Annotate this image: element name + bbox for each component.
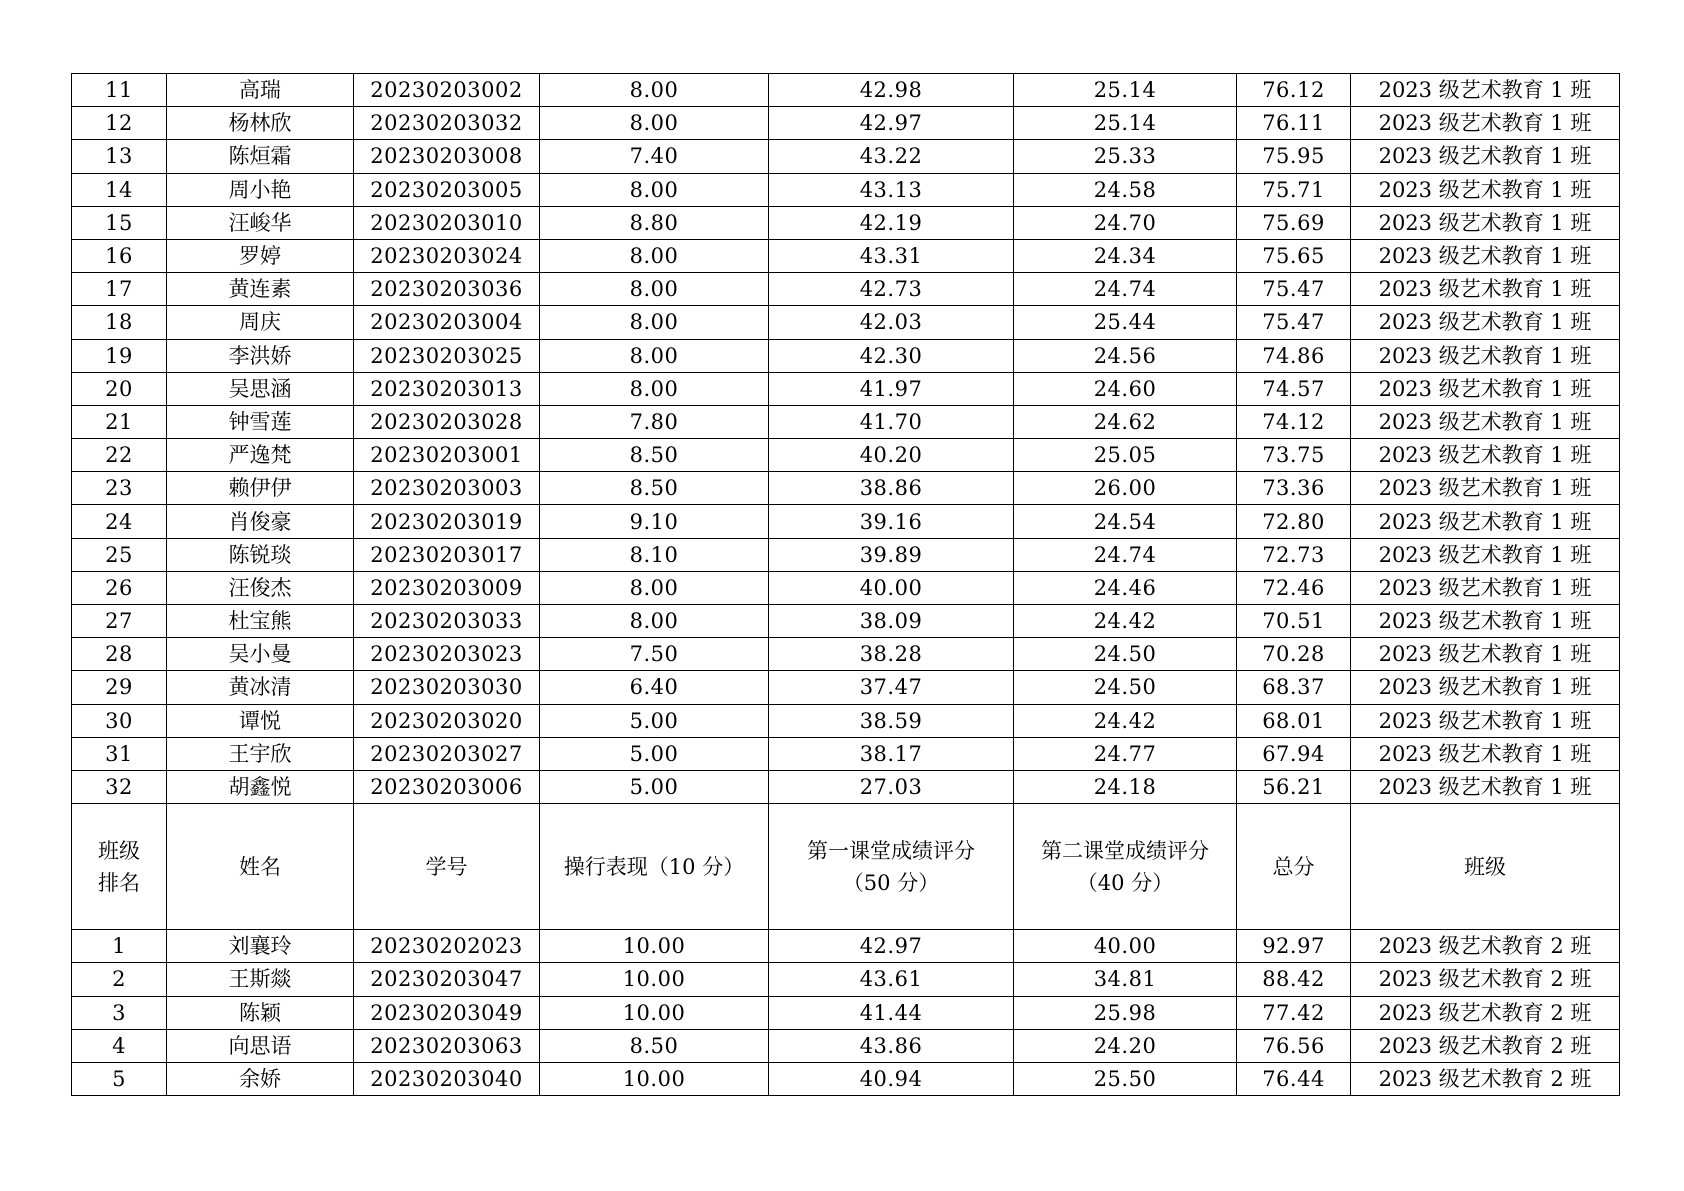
rank-cell: 15 bbox=[72, 206, 167, 239]
student-id-cell: 20230203040 bbox=[354, 1062, 540, 1095]
table-row bbox=[72, 405, 1620, 438]
class-cell: 2023 级艺术教育 1 班 bbox=[1351, 671, 1620, 704]
first-class-cell: 27.03 bbox=[769, 770, 1014, 803]
conduct-cell: 7.50 bbox=[540, 638, 769, 671]
name-cell: 赖伊伊 bbox=[167, 472, 354, 505]
student-id-cell: 20230203002 bbox=[354, 74, 540, 107]
name-cell: 杨林欣 bbox=[167, 107, 354, 140]
conduct-cell: 8.10 bbox=[540, 538, 769, 571]
second-class-cell: 25.14 bbox=[1014, 107, 1237, 140]
class-cell: 2023 级艺术教育 1 班 bbox=[1351, 273, 1620, 306]
second-class-cell: 25.50 bbox=[1014, 1062, 1237, 1095]
total-cell: 76.12 bbox=[1237, 74, 1351, 107]
name-cell: 肖俊豪 bbox=[167, 505, 354, 538]
rank-cell: 22 bbox=[72, 439, 167, 472]
score-table bbox=[71, 73, 1620, 1096]
name-cell: 钟雪莲 bbox=[167, 405, 354, 438]
rank-cell: 29 bbox=[72, 671, 167, 704]
rank-cell: 2 bbox=[72, 963, 167, 996]
class-cell: 2023 级艺术教育 1 班 bbox=[1351, 339, 1620, 372]
table-row bbox=[72, 963, 1620, 996]
name-cell: 汪俊杰 bbox=[167, 571, 354, 604]
total-cell: 76.44 bbox=[1237, 1062, 1351, 1095]
first-class-cell: 43.61 bbox=[769, 963, 1014, 996]
rank-cell: 18 bbox=[72, 306, 167, 339]
table-row bbox=[72, 339, 1620, 372]
student-id-cell: 20230203020 bbox=[354, 704, 540, 737]
name-cell: 王斯燚 bbox=[167, 963, 354, 996]
conduct-cell: 10.00 bbox=[540, 930, 769, 963]
student-id-cell: 20230203024 bbox=[354, 239, 540, 272]
second-class-cell: 26.00 bbox=[1014, 472, 1237, 505]
name-cell: 周小艳 bbox=[167, 173, 354, 206]
class-cell: 2023 级艺术教育 1 班 bbox=[1351, 107, 1620, 140]
first-class-cell: 43.86 bbox=[769, 1029, 1014, 1062]
second-class-cell: 24.74 bbox=[1014, 273, 1237, 306]
first-class-cell: 43.13 bbox=[769, 173, 1014, 206]
name-cell: 余娇 bbox=[167, 1062, 354, 1095]
rank-cell: 14 bbox=[72, 173, 167, 206]
total-cell: 75.47 bbox=[1237, 273, 1351, 306]
rank-cell: 4 bbox=[72, 1029, 167, 1062]
first-class-cell: 40.20 bbox=[769, 439, 1014, 472]
conduct-cell: 5.00 bbox=[540, 770, 769, 803]
conduct-cell: 10.00 bbox=[540, 1062, 769, 1095]
second-class-cell: 24.54 bbox=[1014, 505, 1237, 538]
total-cell: 75.95 bbox=[1237, 140, 1351, 173]
header-conduct: 操行表现（10 分） bbox=[540, 804, 769, 930]
rank-cell: 32 bbox=[72, 770, 167, 803]
rank-cell: 13 bbox=[72, 140, 167, 173]
name-cell: 谭悦 bbox=[167, 704, 354, 737]
rank-cell: 27 bbox=[72, 605, 167, 638]
total-cell: 88.42 bbox=[1237, 963, 1351, 996]
name-cell: 胡鑫悦 bbox=[167, 770, 354, 803]
student-id-cell: 20230203027 bbox=[354, 737, 540, 770]
table-row bbox=[72, 638, 1620, 671]
first-class-cell: 41.44 bbox=[769, 996, 1014, 1029]
table-row bbox=[72, 605, 1620, 638]
name-cell: 刘襄玲 bbox=[167, 930, 354, 963]
name-cell: 王宇欣 bbox=[167, 737, 354, 770]
name-cell: 陈颖 bbox=[167, 996, 354, 1029]
first-class-cell: 38.28 bbox=[769, 638, 1014, 671]
rank-cell: 23 bbox=[72, 472, 167, 505]
second-class-cell: 24.34 bbox=[1014, 239, 1237, 272]
second-class-cell: 24.60 bbox=[1014, 372, 1237, 405]
first-class-cell: 38.59 bbox=[769, 704, 1014, 737]
student-id-cell: 20230203028 bbox=[354, 405, 540, 438]
table-row bbox=[72, 74, 1620, 107]
rank-cell: 17 bbox=[72, 273, 167, 306]
total-cell: 75.69 bbox=[1237, 206, 1351, 239]
table-row bbox=[72, 173, 1620, 206]
table-row bbox=[72, 239, 1620, 272]
conduct-cell: 8.80 bbox=[540, 206, 769, 239]
first-class-cell: 40.00 bbox=[769, 571, 1014, 604]
conduct-cell: 9.10 bbox=[540, 505, 769, 538]
conduct-cell: 6.40 bbox=[540, 671, 769, 704]
conduct-cell: 5.00 bbox=[540, 737, 769, 770]
table-row bbox=[72, 770, 1620, 803]
student-id-cell: 20230203005 bbox=[354, 173, 540, 206]
class-cell: 2023 级艺术教育 1 班 bbox=[1351, 439, 1620, 472]
conduct-cell: 8.00 bbox=[540, 173, 769, 206]
first-class-cell: 37.47 bbox=[769, 671, 1014, 704]
class1-rows bbox=[72, 74, 1620, 804]
first-class-cell: 43.31 bbox=[769, 239, 1014, 272]
table-row bbox=[72, 538, 1620, 571]
header-rank-line1: 班级 bbox=[98, 838, 140, 863]
total-cell: 68.37 bbox=[1237, 671, 1351, 704]
total-cell: 92.97 bbox=[1237, 930, 1351, 963]
first-class-cell: 42.19 bbox=[769, 206, 1014, 239]
total-cell: 67.94 bbox=[1237, 737, 1351, 770]
header-rank-line2: 排名 bbox=[98, 870, 140, 895]
second-class-cell: 25.98 bbox=[1014, 996, 1237, 1029]
header-student-id: 学号 bbox=[354, 804, 540, 930]
first-class-cell: 42.97 bbox=[769, 107, 1014, 140]
header-name: 姓名 bbox=[167, 804, 354, 930]
rank-cell: 21 bbox=[72, 405, 167, 438]
second-class-cell: 24.70 bbox=[1014, 206, 1237, 239]
student-id-cell: 20230203063 bbox=[354, 1029, 540, 1062]
class-cell: 2023 级艺术教育 1 班 bbox=[1351, 605, 1620, 638]
total-cell: 74.86 bbox=[1237, 339, 1351, 372]
first-class-cell: 42.73 bbox=[769, 273, 1014, 306]
second-class-cell: 24.42 bbox=[1014, 605, 1237, 638]
rank-cell: 19 bbox=[72, 339, 167, 372]
table-row bbox=[72, 571, 1620, 604]
name-cell: 吴小曼 bbox=[167, 638, 354, 671]
class-cell: 2023 级艺术教育 1 班 bbox=[1351, 538, 1620, 571]
total-cell: 74.57 bbox=[1237, 372, 1351, 405]
second-class-cell: 25.44 bbox=[1014, 306, 1237, 339]
class2-rows bbox=[72, 930, 1620, 1096]
name-cell: 严逸梵 bbox=[167, 439, 354, 472]
total-cell: 75.71 bbox=[1237, 173, 1351, 206]
student-id-cell: 20230203003 bbox=[354, 472, 540, 505]
name-cell: 吴思涵 bbox=[167, 372, 354, 405]
conduct-cell: 8.00 bbox=[540, 571, 769, 604]
table-row bbox=[72, 996, 1620, 1029]
conduct-cell: 8.00 bbox=[540, 605, 769, 638]
second-class-cell: 24.50 bbox=[1014, 671, 1237, 704]
total-cell: 77.42 bbox=[1237, 996, 1351, 1029]
student-id-cell: 20230203032 bbox=[354, 107, 540, 140]
student-id-cell: 20230203033 bbox=[354, 605, 540, 638]
name-cell: 黄冰清 bbox=[167, 671, 354, 704]
total-cell: 70.51 bbox=[1237, 605, 1351, 638]
table-row bbox=[72, 930, 1620, 963]
first-class-cell: 38.09 bbox=[769, 605, 1014, 638]
class-cell: 2023 级艺术教育 1 班 bbox=[1351, 770, 1620, 803]
table-row bbox=[72, 1062, 1620, 1095]
table-row bbox=[72, 737, 1620, 770]
student-id-cell: 20230203023 bbox=[354, 638, 540, 671]
header-first-class-line2: （50 分） bbox=[842, 870, 940, 895]
student-id-cell: 20230203025 bbox=[354, 339, 540, 372]
student-id-cell: 20230203013 bbox=[354, 372, 540, 405]
name-cell: 汪峻华 bbox=[167, 206, 354, 239]
student-id-cell: 20230203004 bbox=[354, 306, 540, 339]
total-cell: 75.47 bbox=[1237, 306, 1351, 339]
conduct-cell: 10.00 bbox=[540, 996, 769, 1029]
student-id-cell: 20230203008 bbox=[354, 140, 540, 173]
second-class-cell: 24.20 bbox=[1014, 1029, 1237, 1062]
table-row bbox=[72, 140, 1620, 173]
first-class-cell: 42.98 bbox=[769, 74, 1014, 107]
table-row bbox=[72, 671, 1620, 704]
student-id-cell: 20230203001 bbox=[354, 439, 540, 472]
header-second-class-line1: 第二课堂成绩评分 bbox=[1041, 838, 1209, 863]
conduct-cell: 7.80 bbox=[540, 405, 769, 438]
first-class-cell: 42.97 bbox=[769, 930, 1014, 963]
class-cell: 2023 级艺术教育 2 班 bbox=[1351, 1029, 1620, 1062]
student-id-cell: 20230203049 bbox=[354, 996, 540, 1029]
student-id-cell: 20230203047 bbox=[354, 963, 540, 996]
first-class-cell: 42.30 bbox=[769, 339, 1014, 372]
second-class-cell: 25.14 bbox=[1014, 74, 1237, 107]
table-row bbox=[72, 1029, 1620, 1062]
total-cell: 72.73 bbox=[1237, 538, 1351, 571]
table-row bbox=[72, 206, 1620, 239]
class-cell: 2023 级艺术教育 1 班 bbox=[1351, 239, 1620, 272]
student-id-cell: 20230203019 bbox=[354, 505, 540, 538]
rank-cell: 24 bbox=[72, 505, 167, 538]
table-row bbox=[72, 472, 1620, 505]
table-row bbox=[72, 273, 1620, 306]
total-cell: 73.36 bbox=[1237, 472, 1351, 505]
conduct-cell: 10.00 bbox=[540, 963, 769, 996]
total-cell: 68.01 bbox=[1237, 704, 1351, 737]
table-row bbox=[72, 306, 1620, 339]
table-row bbox=[72, 439, 1620, 472]
header-first-class bbox=[769, 804, 1014, 930]
class-cell: 2023 级艺术教育 1 班 bbox=[1351, 638, 1620, 671]
conduct-cell: 8.00 bbox=[540, 273, 769, 306]
second-class-cell: 25.33 bbox=[1014, 140, 1237, 173]
name-cell: 杜宝熊 bbox=[167, 605, 354, 638]
class-cell: 2023 级艺术教育 1 班 bbox=[1351, 405, 1620, 438]
name-cell: 高瑞 bbox=[167, 74, 354, 107]
first-class-cell: 38.17 bbox=[769, 737, 1014, 770]
class-cell: 2023 级艺术教育 2 班 bbox=[1351, 930, 1620, 963]
name-cell: 陈烜霜 bbox=[167, 140, 354, 173]
name-cell: 罗婷 bbox=[167, 239, 354, 272]
student-id-cell: 20230203010 bbox=[354, 206, 540, 239]
student-id-cell: 20230203017 bbox=[354, 538, 540, 571]
conduct-cell: 8.50 bbox=[540, 439, 769, 472]
rank-cell: 12 bbox=[72, 107, 167, 140]
table-row bbox=[72, 704, 1620, 737]
rank-cell: 11 bbox=[72, 74, 167, 107]
name-cell: 周庆 bbox=[167, 306, 354, 339]
class-cell: 2023 级艺术教育 1 班 bbox=[1351, 472, 1620, 505]
class-cell: 2023 级艺术教育 1 班 bbox=[1351, 306, 1620, 339]
total-cell: 72.80 bbox=[1237, 505, 1351, 538]
conduct-cell: 5.00 bbox=[540, 704, 769, 737]
class-cell: 2023 级艺术教育 1 班 bbox=[1351, 571, 1620, 604]
conduct-cell: 8.00 bbox=[540, 239, 769, 272]
class-cell: 2023 级艺术教育 1 班 bbox=[1351, 704, 1620, 737]
total-cell: 70.28 bbox=[1237, 638, 1351, 671]
first-class-cell: 43.22 bbox=[769, 140, 1014, 173]
rank-cell: 20 bbox=[72, 372, 167, 405]
second-class-cell: 40.00 bbox=[1014, 930, 1237, 963]
rank-cell: 30 bbox=[72, 704, 167, 737]
second-class-cell: 24.42 bbox=[1014, 704, 1237, 737]
header-second-class bbox=[1014, 804, 1237, 930]
conduct-cell: 8.50 bbox=[540, 472, 769, 505]
first-class-cell: 42.03 bbox=[769, 306, 1014, 339]
student-id-cell: 20230203006 bbox=[354, 770, 540, 803]
total-cell: 56.21 bbox=[1237, 770, 1351, 803]
table-row bbox=[72, 505, 1620, 538]
second-class-cell: 34.81 bbox=[1014, 963, 1237, 996]
second-class-cell: 25.05 bbox=[1014, 439, 1237, 472]
first-class-cell: 39.16 bbox=[769, 505, 1014, 538]
second-class-cell: 24.62 bbox=[1014, 405, 1237, 438]
rank-cell: 25 bbox=[72, 538, 167, 571]
total-cell: 73.75 bbox=[1237, 439, 1351, 472]
conduct-cell: 7.40 bbox=[540, 140, 769, 173]
second-class-cell: 24.50 bbox=[1014, 638, 1237, 671]
rank-cell: 5 bbox=[72, 1062, 167, 1095]
conduct-cell: 8.00 bbox=[540, 74, 769, 107]
header-first-class-line1: 第一课堂成绩评分 bbox=[807, 838, 975, 863]
rank-cell: 1 bbox=[72, 930, 167, 963]
total-cell: 72.46 bbox=[1237, 571, 1351, 604]
name-cell: 陈锐琰 bbox=[167, 538, 354, 571]
class-cell: 2023 级艺术教育 1 班 bbox=[1351, 737, 1620, 770]
first-class-cell: 41.70 bbox=[769, 405, 1014, 438]
rank-cell: 26 bbox=[72, 571, 167, 604]
second-class-cell: 24.46 bbox=[1014, 571, 1237, 604]
class-cell: 2023 级艺术教育 1 班 bbox=[1351, 372, 1620, 405]
conduct-cell: 8.00 bbox=[540, 372, 769, 405]
header-total: 总分 bbox=[1237, 804, 1351, 930]
class-cell: 2023 级艺术教育 1 班 bbox=[1351, 140, 1620, 173]
conduct-cell: 8.50 bbox=[540, 1029, 769, 1062]
table-header bbox=[72, 804, 1620, 930]
rank-cell: 3 bbox=[72, 996, 167, 1029]
name-cell: 向思语 bbox=[167, 1029, 354, 1062]
conduct-cell: 8.00 bbox=[540, 339, 769, 372]
first-class-cell: 41.97 bbox=[769, 372, 1014, 405]
conduct-cell: 8.00 bbox=[540, 306, 769, 339]
student-id-cell: 20230203030 bbox=[354, 671, 540, 704]
first-class-cell: 39.89 bbox=[769, 538, 1014, 571]
class-cell: 2023 级艺术教育 1 班 bbox=[1351, 206, 1620, 239]
rank-cell: 31 bbox=[72, 737, 167, 770]
header-class: 班级 bbox=[1351, 804, 1620, 930]
total-cell: 75.65 bbox=[1237, 239, 1351, 272]
student-id-cell: 20230203036 bbox=[354, 273, 540, 306]
class-cell: 2023 级艺术教育 2 班 bbox=[1351, 963, 1620, 996]
conduct-cell: 8.00 bbox=[540, 107, 769, 140]
total-cell: 74.12 bbox=[1237, 405, 1351, 438]
first-class-cell: 38.86 bbox=[769, 472, 1014, 505]
header-row bbox=[72, 804, 1620, 930]
second-class-cell: 24.77 bbox=[1014, 737, 1237, 770]
student-id-cell: 20230202023 bbox=[354, 930, 540, 963]
class-cell: 2023 级艺术教育 1 班 bbox=[1351, 505, 1620, 538]
second-class-cell: 24.74 bbox=[1014, 538, 1237, 571]
total-cell: 76.56 bbox=[1237, 1029, 1351, 1062]
header-rank bbox=[72, 804, 167, 930]
class-cell: 2023 级艺术教育 2 班 bbox=[1351, 1062, 1620, 1095]
class-cell: 2023 级艺术教育 1 班 bbox=[1351, 74, 1620, 107]
student-id-cell: 20230203009 bbox=[354, 571, 540, 604]
name-cell: 黄连素 bbox=[167, 273, 354, 306]
first-class-cell: 40.94 bbox=[769, 1062, 1014, 1095]
header-second-class-line2: （40 分） bbox=[1076, 870, 1174, 895]
rank-cell: 28 bbox=[72, 638, 167, 671]
rank-cell: 16 bbox=[72, 239, 167, 272]
second-class-cell: 24.56 bbox=[1014, 339, 1237, 372]
table-row bbox=[72, 107, 1620, 140]
class-cell: 2023 级艺术教育 2 班 bbox=[1351, 996, 1620, 1029]
total-cell: 76.11 bbox=[1237, 107, 1351, 140]
name-cell: 李洪娇 bbox=[167, 339, 354, 372]
class-cell: 2023 级艺术教育 1 班 bbox=[1351, 173, 1620, 206]
second-class-cell: 24.58 bbox=[1014, 173, 1237, 206]
table-row bbox=[72, 372, 1620, 405]
second-class-cell: 24.18 bbox=[1014, 770, 1237, 803]
